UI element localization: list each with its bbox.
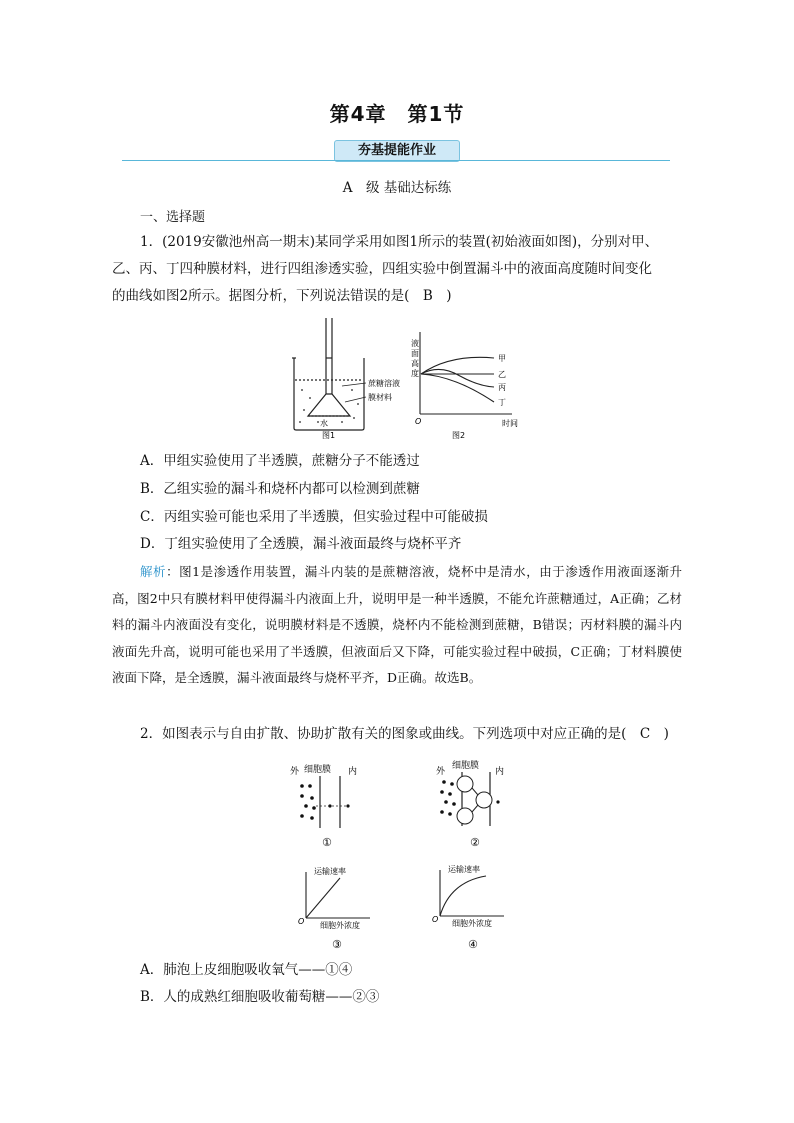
panel-2-diagram	[436, 759, 504, 849]
section-heading: 一、选择题	[140, 210, 206, 225]
panel-2-label: ②	[470, 836, 480, 849]
fig2-ylabel-3: 高	[411, 359, 419, 368]
q1-stem-line3: 的曲线如图2所示。据图分析，下列说法错误的是( B )	[112, 288, 452, 304]
q1-option-d: D．丁组实验使用了全透膜，漏斗液面最终与烧杯平齐	[140, 536, 462, 552]
fig1-caption: 图1	[322, 431, 336, 440]
q1-explanation	[112, 559, 682, 692]
page-title: 第4章 第1节	[329, 102, 465, 126]
p4-origin: O	[432, 915, 439, 924]
fig1-solution-label: 蔗糖溶液	[368, 379, 400, 388]
fig2-origin: O	[415, 417, 422, 426]
q1-option-a: A．甲组实验使用了半透膜，蔗糖分子不能透过	[140, 453, 420, 469]
curve-jia	[421, 357, 494, 374]
explanation-text: ：图1是渗透作用装置，漏斗内装的是蔗糖溶液，烧杯中是清水，由于渗透作用液面逐渐升高，图2中只有膜材料甲使得漏斗内液面上升，说明甲是一种半透膜，不能允许蔗糖通过，A正确；乙材料的漏斗内液面没有变化，说明膜材料是不透膜，烧杯内不能检测到蔗糖，B错误；丙材料膜的漏斗内液面先升高，说明可能也采用了半透膜，但液面后又下降，可能实验过程中破损，C正确；丁材料膜使液面下降，是全透膜，漏斗液面最终与烧杯平齐，D正确。故选B。	[112, 564, 682, 685]
fig2-ylabel-1: 液	[411, 339, 419, 348]
p4-xlabel: 细胞外浓度	[452, 919, 492, 928]
fig1-membrane-label: 膜材料	[368, 393, 392, 402]
panel-1-diagram	[290, 763, 357, 849]
fig2-caption: 图2	[452, 431, 466, 440]
panel-4-graph	[432, 864, 504, 951]
curve-label-yi: 乙	[498, 370, 506, 379]
q2-stem: 2．如图表示与自由扩散、协助扩散有关的图象或曲线。下列选项中对应正确的是( C )	[140, 726, 669, 742]
curve-label-jia: 甲	[498, 354, 506, 363]
q1-stem-line1: 1．(2019安徽池州高一期末)某同学采用如图1所示的装置(初始液面如图)，分别对甲、	[140, 234, 659, 250]
section-banner: 夯基提能作业	[334, 140, 460, 162]
header-divider	[122, 160, 670, 161]
q2-option-b: B．人的成熟红细胞吸收葡萄糖——②③	[140, 989, 380, 1005]
p3-origin: O	[298, 917, 305, 926]
p4-ylabel: 运输速率	[448, 865, 480, 874]
q1-option-c: C．丙组实验可能也采用了半透膜，但实验过程中可能破损	[140, 509, 488, 525]
p2-membrane-label: 细胞膜	[452, 761, 480, 771]
explanation-label: 解析	[140, 564, 167, 579]
curve-ding	[421, 374, 494, 402]
level-heading: A 级 基础达标练	[342, 180, 452, 196]
q1-figure	[290, 318, 530, 440]
curve-label-bing: 丙	[498, 383, 506, 392]
q2-figure	[290, 758, 520, 954]
p2-outside-label: 外	[436, 767, 446, 777]
curve-bing	[421, 369, 494, 387]
p3-ylabel: 运输速率	[314, 867, 346, 876]
p3-xlabel: 细胞外浓度	[320, 921, 360, 930]
q2-option-a: A．肺泡上皮细胞吸收氧气——①④	[140, 962, 353, 978]
fig2-ylabel-2: 面	[411, 349, 419, 358]
panel-3-graph	[298, 866, 370, 951]
fig2-xlabel: 时间	[502, 419, 518, 428]
q1-stem-line2: 乙、丙、丁四种膜材料，进行四组渗透实验，四组实验中倒置漏斗中的液面高度随时间变化	[112, 261, 652, 277]
panel-4-label: ④	[468, 938, 478, 951]
curve-label-ding: 丁	[498, 398, 506, 407]
p1-inside-label: 内	[348, 767, 358, 777]
fig1-apparatus	[292, 318, 364, 430]
p1-membrane-label: 细胞膜	[304, 765, 332, 775]
p1-outside-label: 外	[290, 767, 300, 777]
fig2-ylabel-4: 度	[411, 369, 419, 378]
panel-3-label: ③	[332, 938, 342, 951]
q1-option-b: B．乙组实验的漏斗和烧杯内都可以检测到蔗糖	[140, 481, 420, 497]
panel-1-label: ①	[322, 836, 332, 849]
p2-inside-label: 内	[495, 767, 505, 777]
fig1-water-label: 水	[320, 419, 328, 428]
